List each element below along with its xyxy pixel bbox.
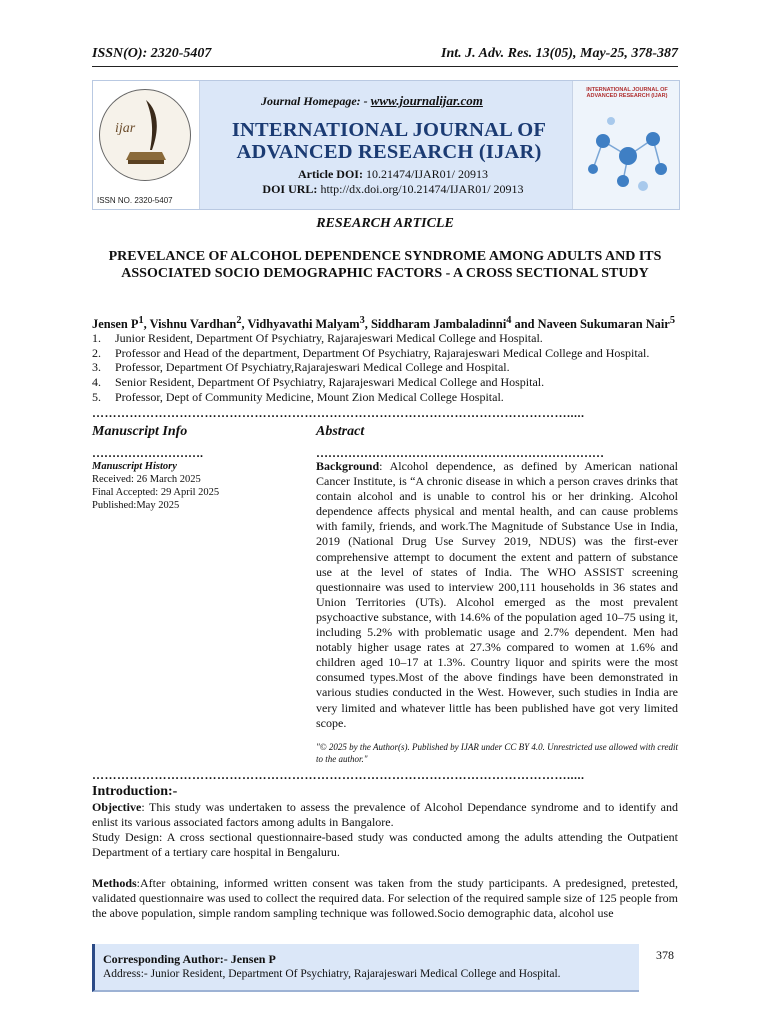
logo-wordmark: ijar [115,121,136,136]
abstract-text: Background: Alcohol dependence, as defined by American national Cancer Institute, is “A chronic disease in which a person craves drinks that contain alcohol and is unable to control his or her drinking. Alcohol dependence affects physical and mental health, and can cause problems with family, friends, and work.The Magnitude of Substance Use in India, 2019 (National Drug Use Survey 2019, NDUS) was the first-ever comprehensive attempt to document the extent and pattern of substance use at the level of states of India. The WHO ASSIST screening questionnaire was used to interview 200,111 households in 36 states and Union Territories (UTs). Alcohol emerged as the most prevalent psychoactive substance, with 14.6% of the population aged 10–75 using it, including 5.2% with problematic usage and 2.7% dependent. Men had notably higher usage rates at 27.3% compared to women at 1.6% and children aged 10–17 at 1.3%. Country liquor and spirits were the most consumed types.Most of the above findings have been demonstrated in various studies conducted in the West. However, such studies in India are very limited and whatever little has been published have got very limited scope. [316,459,678,730]
article-title: PREVELANCE OF ALCOHOL DEPENDENCE SYNDROME AMONG ADULTS AND ITS ASSOCIATED SOCIO DEMOGRAPHIC FACTORS - A CROSS SECTIONAL STUDY [108,249,662,281]
quill-book-icon [100,90,190,180]
doi-url-link[interactable]: http://dx.doi.org/10.21474/IJAR01/ 20913 [317,182,524,196]
author: Naveen Sukumaran Nair$^5$ [537,315,675,332]
logo-emblem [99,89,191,181]
page-number: 378 [656,948,674,962]
corresponding-author-box [92,944,639,992]
manuscript-info-heading: Manuscript Info [92,424,188,439]
article-type-label: RESEARCH ARTICLE [316,216,454,231]
author: Vishnu Vardhan$^2$, [149,315,248,332]
affiliation-list [92,331,678,405]
copyright-notice: "© 2025 by the Author(s). Published by IJAR under CC BY 4.0. Unrestricted use allowed with credit to the author." [316,742,678,764]
abstract-heading: Abstract [316,424,365,439]
article-doi: 10.21474/IJAR01/ 20913 [362,167,488,181]
journal-logo [93,81,200,209]
dotted-separator: ……………………………………………………………………………………………………..... [92,768,585,782]
introduction-heading: Introduction:- [92,784,178,799]
dotted-separator: ……………………………………………………………… [316,446,604,460]
dotted-separator: ……………………………………………………………………………………………………..... [92,406,585,420]
study-design-paragraph: Study Design: A cross sectional questionnaire-based study was conducted among the adults attending the Outpatient Department of a tertiary care hospital in Bengaluru. [92,830,678,859]
issn-label: ISSN(O): 2320-5407 [92,46,212,61]
citation-label: Int. J. Adv. Res. 13(05), May-25, 378-387 [441,46,678,61]
journal-cover-thumbnail: INTERNATIONAL JOURNAL OF ADVANCED RESEARCH (IJAR) [572,81,679,209]
journal-homepage: Journal Homepage: - www.journalijar.com [261,93,483,108]
affiliation-item: 1. Junior Resident, Department Of Psychiatry, Rajarajeswari Medical College and Hospital. [92,331,543,345]
affiliation-item: 2. Professor and Head of the department, Department Of Psychiatry, Rajarajeswari Medical College and Hospital. [92,345,650,360]
affiliation-item: 3. Professor, Department Of Psychiatry,Rajarajeswari Medical College and Hospital. [92,360,510,375]
affiliation-item: 5. Professor, Dept of Community Medicine, Mount Zion Medical College Hospital. [92,389,504,404]
objective-paragraph: Objective: This study was undertaken to assess the prevalence of Alcohol Dependance syndrome and to identify and enlist its various associated factors among adults in Bangalore. [92,800,678,829]
accepted-date: Final Accepted: 29 April 2025 [92,487,220,498]
author-address: Address:- Junior Resident, Department Of Psychiatry, Rajarajeswari Medical College and Hospital. [103,968,561,980]
manuscript-history: Manuscript History Received: 26 March 2025 Final Accepted: 29 April 2025 Published:May 2025 [92,460,302,512]
author: Jensen $P^1$, [92,315,150,332]
molecule-icon [573,81,679,209]
author: Siddharam Jambaladinni$^4$ and [370,315,538,332]
dotted-separator: ………………………. [92,446,203,460]
published-date: Published:May 2025 [92,500,180,511]
received-date: Received: 26 March 2025 [92,474,201,485]
methods-paragraph: Methods:After obtaining, informed written consent was taken from the study participants. A predesigned, pretested, validated questionnaire was used to collect the required data. For selection of the required sample size of 125 people from the above population, simple random sampling technique was followed.Socio demographic data, alcohol use [92,876,678,920]
author: Vidhyavathi Malyam$^3$, [247,315,371,332]
journal-title: INTERNATIONAL JOURNAL OF ADVANCED RESEARCH (IJAR) [231,119,547,163]
affiliation-item: 4. Senior Resident, Department Of Psychiatry, Rajarajeswari Medical College and Hospital. [92,375,545,390]
doi-block: Article DOI: 10.21474/IJAR01/ 20913 DOI URL: http://dx.doi.org/10.21474/IJAR01/ 20913 [262,167,524,196]
author-list [92,315,678,332]
header-rule [92,66,678,67]
corresponding-author: Corresponding Author:- Jensen P [103,952,276,966]
logo-issn: ISSN NO. 2320-5407 [97,196,173,205]
homepage-link[interactable]: www.journalijar.com [370,93,483,108]
journal-banner [92,80,680,210]
